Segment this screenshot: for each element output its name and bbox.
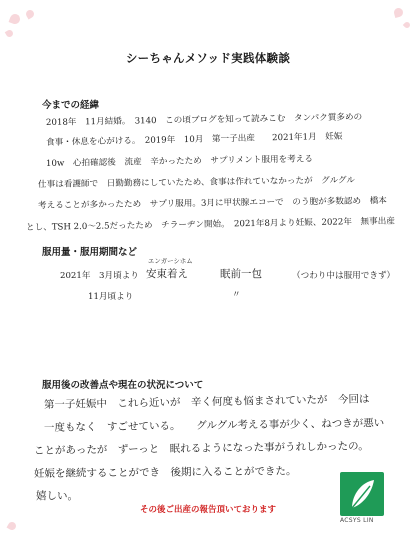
history-line: 考えることが多かったため サプリ服用。3月に甲状腺エコーで のう胞が多数認め 橋本 <box>37 196 387 211</box>
page-title: シーちゃんメソッド実践体験談 <box>125 51 291 65</box>
history-line: とし、TSH 2.0〜2.5だったため チラーヂン開始。 2021年8月より妊娠、2022年 無事出産 <box>25 216 395 233</box>
petal-decoration <box>393 7 404 18</box>
history-line: 2018年 11月結婚。 3140 この頃ブログを知って読みこむ タンパク質多めの <box>45 112 363 128</box>
medication-dose-note: （つわり中は服用できず） <box>292 271 396 281</box>
logo-text: ACSYS LIN <box>340 517 374 524</box>
petal-decoration <box>5 29 15 39</box>
ditto-mark: 〃 <box>232 290 241 300</box>
improvement-line: ことがあったが ずーっと 眠れるようになった事がうれしかったの。 <box>33 440 369 457</box>
section-heading-improvement: 服用後の改善点や現在の状況について <box>42 380 204 391</box>
leaf-logo <box>340 472 384 516</box>
section-heading-medication: 服用量・服用期間など <box>42 247 138 258</box>
medication-product: 安東着え <box>146 268 188 280</box>
medication-dose: 眠前一包 <box>220 268 262 280</box>
improvement-line: 一度もなく すごせている。 グルグル考える事が少く、ねつきが悪い <box>43 417 385 434</box>
petal-decoration <box>403 21 411 29</box>
history-line: 仕事は看護師で 日勤勤務にしていたため、食事は作れていなかったが グルグル <box>37 175 356 190</box>
improvement-line: 妊娠を継続することができ 後期に入ることができた。 <box>33 465 297 480</box>
supplement-label: エンガーシホム <box>148 257 193 265</box>
leaf-icon <box>340 472 384 516</box>
petal-decoration <box>25 9 36 20</box>
history-line: 10w 心拍確認後 流産 辛かったため サプリメント服用を考える <box>45 154 314 169</box>
improvement-line: 嬉しい。 <box>36 490 78 502</box>
petal-decoration <box>9 13 22 26</box>
footer-notice: その後ご出産の報告頂いております <box>139 505 276 515</box>
improvement-line: 第一子妊娠中 これら近いが 辛く何度も悩まされていたが 今回は <box>43 393 370 411</box>
medication-second-period: 11月頃より <box>88 292 134 302</box>
medication-start: 2021年 3月頃より <box>60 271 139 281</box>
section-heading-history: 今までの経緯 <box>42 100 100 111</box>
history-line: 食事・休息を心がける。 2019年 10月 第一子出産 2021年1月 妊娠 <box>45 131 343 148</box>
